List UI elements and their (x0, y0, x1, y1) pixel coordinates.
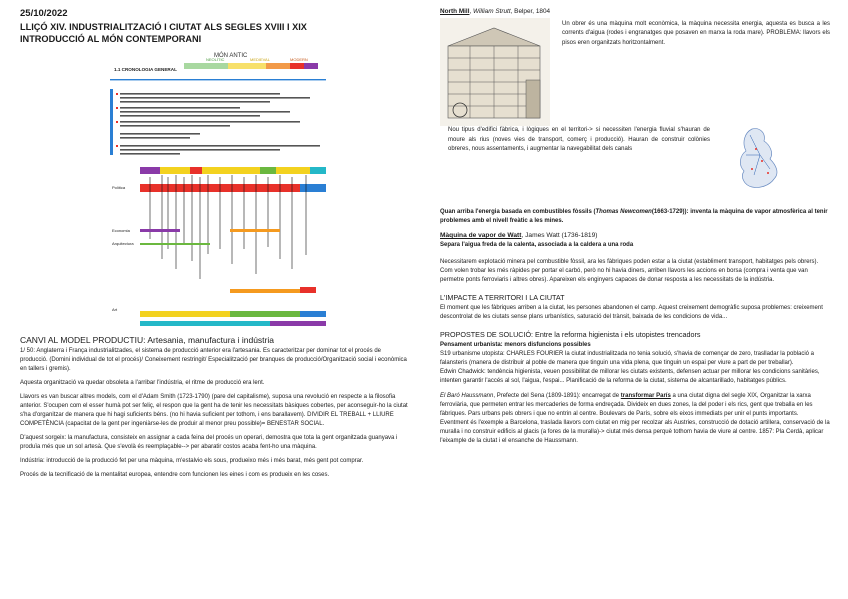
row-label-arquitectura: Arquitectura (112, 241, 134, 246)
chronology-chart (110, 49, 326, 331)
band-label-1: NEOLÍTIC (206, 57, 225, 62)
newcomen-name: Thomas Newcomen (595, 209, 652, 215)
watt-heading-bold: Màquina de vapor de Watt (440, 232, 522, 239)
row-label-art: Art (112, 307, 118, 312)
paragraph-adam-smith: Llavors es van buscar altres models, com el d'Adam Smith (1723-1790) (pare del capitalisme), suposa una revolució en respecte a la filosofia anterior. S'ocupen com el esser humà pot ser feliç, el respon que la gent ha de tenir les necessitats bàsiques cobertes, per aconseguir-ho la ciutat s'ha d'organitzar de manera que hi hagi suficients béns. (no hi havia suficient per tothom, i ens barallavem). DIVIDIR EL TREBALL + LLIURE COMPETÈNCIA (capacitat de la gent per ingeniàrse-les de produir al menor preu possible)= BENESTAR SOCIAL. (20, 394, 408, 427)
right-body (440, 208, 832, 451)
left-column (20, 8, 408, 485)
section-title-productiu: CANVI AL MODEL PRODUCTIU: Artesania, manufactura i indústria (20, 335, 274, 345)
page-title-line2: INTRODUCCIÓ AL MÓN CONTEMPORANI (20, 33, 202, 44)
propostes-line-2: S19 urbanisme utopista: CHARLES FOURIER la ciutat industrialitzada no tenia solució, s'havia de començar de zero, traslladar la població a falansteris (manera de distribuir al poble de manera que tinguin una vida plena, que tinguin un espai per viure a part de per treballar). (440, 351, 815, 366)
north-mill-illustration (440, 18, 550, 126)
paragraph-barcelona: Eventment és l'exemple a Barcelona, traslada llavors com ciutat en mig per recolzar als Austries, construcció de dotació artillera, conservació de la muralla i no construir edificis al glacis (a fores de la muralla)-> ciutat més densa perquè tothom havia de viure al centre. 1857: Pla Cerdà, aplicar l'eixample de la ciutat i el ensanche de Haussmann. (440, 420, 830, 444)
paragraph-industria: Indústria: introducció de la producció fet per una màquina, m'estalvio els sous, produeixo més i més barat, més gent pot comprar. (20, 458, 364, 464)
haussmann-mid: , Prefecte del Sena (1809-1891): encarregat de (493, 393, 621, 399)
north-mill-name: North Mill (440, 8, 470, 15)
north-mill-place: , Belper, 1804 (510, 8, 551, 15)
chronology-chart-graphic (110, 49, 326, 331)
propostes-line-1: Pensament urbanista: menors disfuncions possibles (440, 342, 591, 348)
paragraph-tecnificacio: Procés de la tecnificació de la mentalitat europea, entendre com funcionen les eines i com es produeix en les coses. (20, 472, 330, 478)
north-mill-author: William Strutt (473, 8, 511, 15)
nou-edifici-text: Nou tipus d'edifici fàbrica, i lògiques en el territori-> si necessiten l'energia fluvial s'hauran de moure als rius (noves vies de transport, comerç i producció). Hauran de construir colònies obreres, nous assentaments, i augmentar la navegabilitat dels canals (448, 127, 710, 153)
england-map-image (730, 125, 790, 193)
north-mill-block (440, 8, 832, 153)
page-title-line1: LLIÇÓ XIV. INDUSTRIALITZACIÓ I CIUTAT ALS SEGLES XVIII I XIX (20, 22, 307, 32)
chart-title: 1.1 CRONOLOGIA GENERAL (114, 67, 177, 72)
impacte-title: L'IMPACTE A TERRITORI I LA CIUTAT (440, 293, 565, 302)
propostes-title: PROPOSTES DE SOLUCIÓ: Entre la reforma higienista i els utopistes trencadors (440, 330, 701, 339)
watt-subtitle: Separa l'aigua freda de la calenta, associada a la caldera a una roda (440, 242, 634, 248)
row-label-politica: Política (112, 185, 126, 190)
paragraph-fossils (440, 208, 832, 226)
date: 25/10/2022 (20, 8, 68, 19)
chart-top-title: MÓN ANTIC (214, 53, 248, 59)
band-label-2: MEDIEVAL (250, 57, 270, 62)
paragraph-impacte: El moment que les fàbriques arriben a la ciutat, les persones abandonen el camp. Aquest creixement demogràfic suposa problemes: creixement descontrolat de les ciutats sense plans urbanístics, saturació del trànsit, baixada de les condicions de vida... (440, 305, 823, 320)
fossils-post: (1663-1729)): inventa la màquina de vapor atmosfèrica al tenir problemes amb el nivell freàtic a les mines. (440, 209, 828, 224)
paragraph-haussmann (440, 392, 832, 419)
paragraph-manufactura: D'aquest sorgeix: la manufactura, consisteix en assignar a cada feina del procés un operari, demostra que tota la gent organitzada guanyava i produïa més que un sol artesà. Que s'evolà és reemplaçable--> per abaratir costos acaba fent-ho una màquina. (20, 435, 398, 450)
north-mill-text: Un obrer és una màquina molt econòmica, la màquina necessita energia, aquesta es busca a les corrents d'aigua (rodes i engranatges que posaven en marxa la roda mare). PROBLEMA: llavors els pisos eren organitzats horitzontalment. (562, 21, 830, 46)
paragraph-artesania: 1/ 50: Anglaterra i França industrialitzades, el sistema de producció anterior era l'artesania. Es caracteritzar per dominar tot el procés de producció. (Domini individual de tot el procés)/ Coneixement restringit/ Especialització per branques de producció/Organització social i econòmica en tallers i gremis). (20, 348, 407, 372)
paragraph-obsoleta: Aquesta organització va quedar obsoleta a l'arribar l'indústria, el ritme de producció era lent. (20, 380, 265, 386)
right-column (440, 8, 832, 444)
fossils-pre: Quan arriba l'energia basada en combustibles fòssils ( (440, 209, 596, 215)
paragraph-necessitarem: Necessitarem explotació minera pel combustible fòssil, ara les fàbriques poden estar a la ciutat (establiment transport, habitatges pels obrers). Com volen trobar les més ràpides per portar el carbó, però no hi havia diners, arriben llavors les accions en borsa (compra i venta que van permetre ponts ferroviaris i altres obres). Apareixen els enginyers capaces de donar resposta a les necessitats de la indústria. (440, 259, 819, 283)
watt-heading-rest: , James Watt (1736-1819) (521, 232, 598, 239)
north-mill-heading: North Mill, William Strutt, Belper, 1804 (440, 8, 551, 15)
transformar-paris: transformar París (620, 393, 671, 399)
watt-heading (440, 232, 832, 239)
row-label-economia: Economia (112, 228, 130, 233)
band-label-3: MODERN (290, 57, 308, 62)
propostes-line-3: Edwin Chadwick: tendència higienista, veuen possibilitat de millorar les ciutats existents, defensen actuar per millorar les condicions sanitàries, intenten garantir l'accés al sol, l'aigua, l'espai... Planificació de la reforma de la ciutat, sistema de alcantarillado, habitatges públics. (440, 369, 820, 384)
haussmann-name: El Baró Haussmann (440, 393, 494, 399)
haussmann-rest: a una ciutat digna del segle XIX, Organitzar la xarxa ferroviària, que permeten entrar les mercaderies de forma endreçada. Divideix en dues zones, la del poder i els rics, gent que treballa en les fàbriques. Pars urbans pels obrers i que no entrin al centre. Boulevars de París, sobre els eixos immediats per unir el punts importants. (440, 393, 813, 417)
